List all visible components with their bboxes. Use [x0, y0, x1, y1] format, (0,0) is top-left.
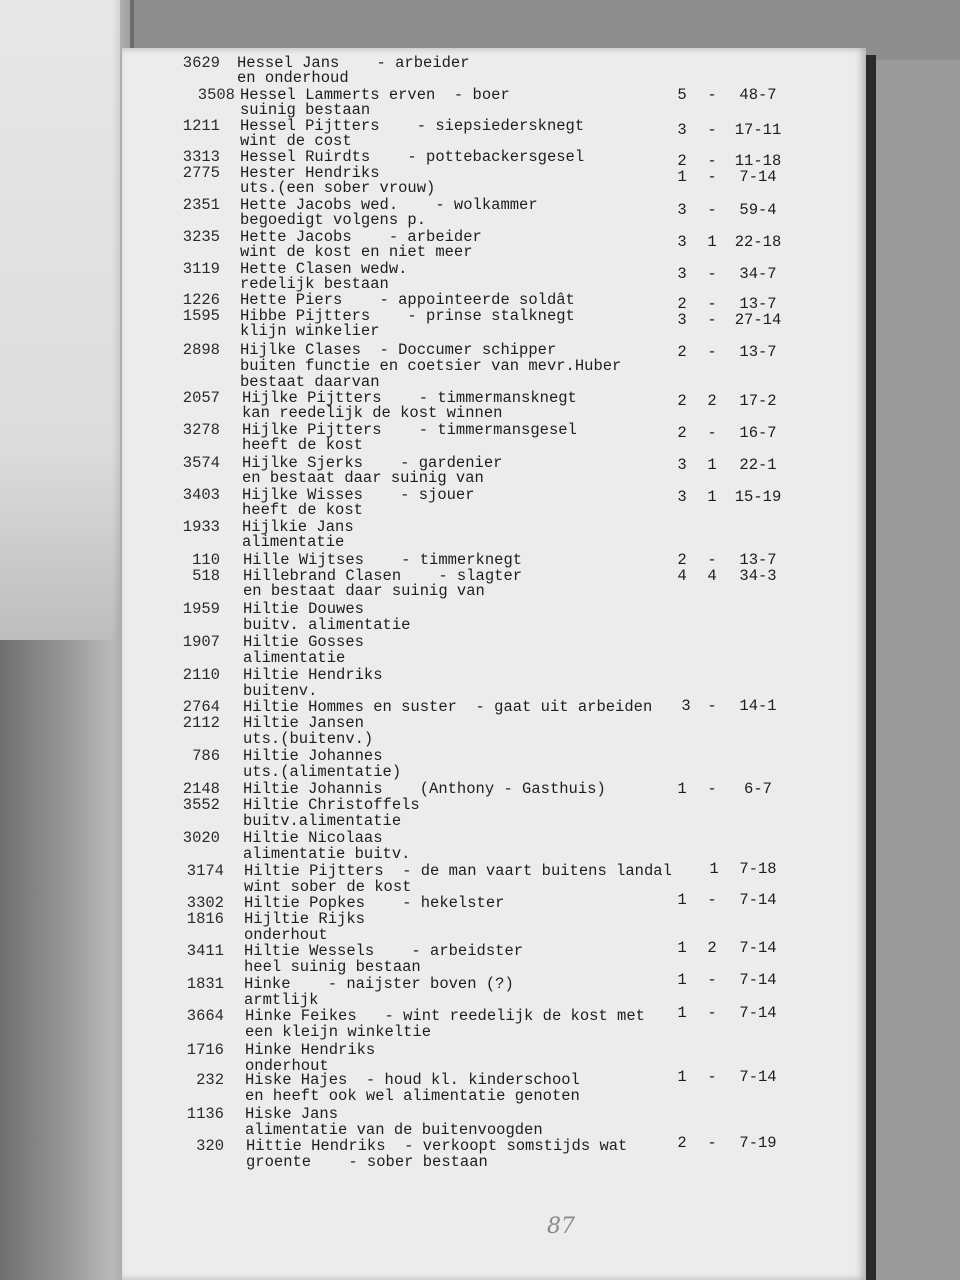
entry-col-3: 7-14	[739, 1004, 777, 1022]
entry-note: uts.(alimentatie)	[243, 763, 402, 781]
entry-note: wint sober de kost	[244, 878, 412, 896]
entry-name: Hijltie Rijks	[244, 910, 365, 928]
entry-col-1: 2	[677, 1134, 687, 1152]
entry-number: 3020	[182, 829, 220, 847]
entry-col-1: 3	[677, 121, 687, 139]
entry-number: 1907	[182, 633, 220, 651]
entry-name: Hessel Ruirdts - pottebackersgesel	[240, 148, 585, 166]
entry-col-1: 1	[677, 891, 687, 909]
entry-number: 1959	[182, 600, 220, 618]
entry-note: buitv. alimentatie	[243, 616, 411, 634]
entry-name: Hinke Feikes - wint reedelijk de kost met	[245, 1007, 645, 1025]
entry-name: Hette Jacobs wed. - wolkammer	[240, 196, 538, 214]
entry-note: heel suinig bestaan	[244, 958, 421, 976]
entry-note: alimentatie	[242, 533, 345, 551]
entry-note: buitenv.	[243, 682, 318, 700]
entry-number: 3574	[182, 454, 220, 472]
entry-col-2: -	[707, 697, 717, 715]
entry-number: 2112	[182, 714, 220, 732]
entry-col-3: 7-14	[739, 971, 777, 989]
entry-col-3: 34-3	[739, 567, 777, 585]
entry-col-2: -	[707, 152, 717, 170]
entry-col-3: 17-11	[734, 121, 782, 139]
entry-number: 3235	[182, 228, 220, 246]
entry-note: groente - sober bestaan	[246, 1153, 488, 1171]
entry-col-3: 7-14	[739, 891, 777, 909]
entry-note: uts.(buitenv.)	[243, 730, 374, 748]
entry-note: en bestaat daar suinig van	[242, 469, 484, 487]
entry-note: onderhout	[245, 1057, 329, 1075]
entry-note: buitv.alimentatie	[243, 812, 402, 830]
entry-col-3: 34-7	[739, 265, 777, 283]
entry-note: en bestaat daar suinig van	[243, 582, 485, 600]
entry-number: 1716	[186, 1041, 224, 1059]
entry-number: 1831	[186, 975, 224, 993]
entry-number: 2775	[182, 164, 220, 182]
entry-note: kan reedelijk de kost winnen	[242, 404, 503, 422]
entry-name: Hiltie Douwes	[243, 600, 364, 618]
entry-col-3: 7-14	[739, 939, 777, 957]
entry-col-1: 3	[681, 697, 691, 715]
entry-col-1: 1	[677, 1068, 687, 1086]
entry-number: 3119	[182, 260, 220, 278]
entry-col-2: -	[707, 295, 717, 313]
entry-col-1: 1	[677, 168, 687, 186]
entry-number: 232	[196, 1071, 224, 1089]
entry-number: 518	[192, 567, 220, 585]
entry-name: Hiltie Jansen	[243, 714, 364, 732]
entry-number: 2057	[182, 389, 220, 407]
entry-col-2: -	[707, 1004, 717, 1022]
entry-col-2: 4	[707, 567, 717, 585]
entry-name: Hiske Hajes - houd kl. kinderschool	[245, 1071, 580, 1089]
entry-name: Hijlke Clases - Doccumer schipper	[240, 341, 557, 359]
entry-col-3: 11-18	[734, 152, 782, 170]
entry-col-3: 14-1	[739, 697, 777, 715]
entry-note-2: bestaat daarvan	[240, 373, 380, 391]
entry-col-2: -	[707, 1134, 717, 1152]
entry-col-3: 7-18	[739, 860, 777, 878]
entry-number: 2110	[182, 666, 220, 684]
entry-number: 2351	[182, 196, 220, 214]
page-number: 87	[547, 1214, 575, 1239]
entry-name: Hibbe Pijtters - prinse stalknegt	[240, 307, 575, 325]
entry-number: 3403	[182, 486, 220, 504]
entry-name: Hiltie Hendriks	[243, 666, 383, 684]
entry-col-1: 3	[677, 233, 687, 251]
entry-number: 3664	[186, 1007, 224, 1025]
entry-note: begoedigt volgens p.	[240, 211, 427, 229]
entry-col-2: -	[707, 265, 717, 283]
entry-number: 1136	[186, 1105, 224, 1123]
entry-number: 1595	[182, 307, 220, 325]
entry-col-1: 5	[677, 86, 687, 104]
entry-col-1: 3	[677, 265, 687, 283]
entry-note: alimentatie buitv.	[243, 845, 411, 863]
entry-number: 3411	[186, 942, 224, 960]
entry-number: 2764	[182, 698, 220, 716]
entry-col-1: 2	[677, 392, 687, 410]
entry-col-3: 48-7	[739, 86, 777, 104]
entry-number: 3278	[182, 421, 220, 439]
entry-col-2: 1	[707, 488, 717, 506]
entry-col-1: 4	[677, 567, 687, 585]
entry-col-3: 16-7	[739, 424, 777, 442]
entry-name: Hijlke Pijtters - timmermansknegt	[242, 389, 577, 407]
entry-name: Hette Piers - appointeerde soldât	[240, 291, 575, 309]
entry-number: 3629	[182, 54, 220, 72]
entry-number: 1226	[182, 291, 220, 309]
entry-name: Hessel Jans - arbeider	[237, 54, 470, 72]
entry-col-3: 15-19	[734, 488, 782, 506]
entry-note: en onderhoud	[237, 69, 349, 87]
entry-col-1: 3	[677, 488, 687, 506]
entry-col-2: -	[707, 121, 717, 139]
entry-note: en heeft ook wel alimentatie genoten	[245, 1087, 580, 1105]
entry-name: Hinke Hendriks	[245, 1041, 376, 1059]
entry-col-2: -	[707, 424, 717, 442]
entry-col-1: 1	[677, 780, 687, 798]
entry-note: suinig bestaan	[240, 101, 371, 119]
entry-note: een kleijn winkeltie	[245, 1023, 432, 1041]
entry-col-2: -	[707, 201, 717, 219]
entry-name: Hiltie Gosses	[243, 633, 364, 651]
entry-col-1: 3	[677, 201, 687, 219]
entry-col-3: 59-4	[739, 201, 777, 219]
entry-col-3: 7-19	[739, 1134, 777, 1152]
entry-col-2: 2	[707, 392, 717, 410]
entry-name: Hille Wijtses - timmerknegt	[243, 551, 523, 569]
entry-name: Hiltie Nicolaas	[243, 829, 383, 847]
entry-col-2: -	[707, 1068, 717, 1086]
entry-name: Hijlkie Jans	[242, 518, 354, 536]
entry-name: Hiltie Christoffels	[243, 796, 420, 814]
entry-col-3: 22-18	[734, 233, 782, 251]
entry-name: Hijlke Sjerks - gardenier	[242, 454, 503, 472]
entry-number: 3313	[182, 148, 220, 166]
entry-col-2: -	[707, 780, 717, 798]
entry-col-1: 1	[677, 1004, 687, 1022]
entry-note: wint de kost en niet meer	[240, 243, 473, 261]
entry-name: Hiltie Wessels - arbeidster	[244, 942, 524, 960]
entry-col-2: -	[707, 311, 717, 329]
entry-col-1: 2	[677, 343, 687, 361]
entry-number: 110	[192, 551, 220, 569]
entry-name: Hiltie Pijtters - de man vaart buitens landal	[244, 862, 672, 880]
entry-note: heeft de kost	[242, 501, 363, 519]
entry-col-3: 27-14	[734, 311, 782, 329]
entry-number: 3552	[182, 796, 220, 814]
entry-col-2: 2	[707, 939, 717, 957]
entry-col-3: 7-14	[739, 1068, 777, 1086]
entry-name: Hester Hendriks	[240, 164, 380, 182]
entry-name: Hessel Pijtters - siepsiedersknegt	[240, 117, 585, 135]
entry-col-1: 2	[677, 295, 687, 313]
entry-number: 1933	[182, 518, 220, 536]
entry-note: wint de cost	[240, 132, 352, 150]
entry-number: 3174	[186, 862, 224, 880]
entry-col-3: 17-2	[739, 392, 777, 410]
entry-name: Hessel Lammerts erven - boer	[240, 86, 510, 104]
entry-col-1: 1	[677, 939, 687, 957]
entry-col-3: 13-7	[739, 295, 777, 313]
entry-col-3: 13-7	[739, 551, 777, 569]
entry-number: 3302	[186, 894, 224, 912]
entry-name: Hiltie Johannes	[243, 747, 383, 765]
entry-col-2: 1	[707, 233, 717, 251]
entry-number: 2898	[182, 341, 220, 359]
entry-name: Hillebrand Clasen - slagter	[243, 567, 523, 585]
entry-col-1: 1	[677, 971, 687, 989]
entry-name: Hittie Hendriks - verkoopt somstijds wat	[246, 1137, 628, 1155]
entry-name: Hiske Jans	[245, 1105, 339, 1123]
entry-name: Hijlke Wisses - sjouer	[242, 486, 475, 504]
entry-name: Hiltie Popkes - hekelster	[244, 894, 505, 912]
entry-note: onderhout	[244, 926, 328, 944]
entry-col-2: -	[707, 971, 717, 989]
entry-col-2: 1	[709, 860, 719, 878]
entry-name: Hiltie Hommes en suster - gaat uit arbeiden	[243, 698, 653, 716]
entry-number: 786	[192, 747, 220, 765]
entry-col-3: 6-7	[744, 780, 772, 798]
entry-col-3: 7-14	[739, 168, 777, 186]
entry-note: klijn winkelier	[240, 322, 380, 340]
entry-note: alimentatie van de buitenvoogden	[245, 1121, 543, 1139]
entry-note: redelijk bestaan	[240, 275, 389, 293]
entry-name: Hette Jacobs - arbeider	[240, 228, 482, 246]
entry-col-2: -	[707, 891, 717, 909]
entry-col-2: -	[707, 86, 717, 104]
entry-col-2: -	[707, 168, 717, 186]
entry-note: buiten functie en coetsier van mevr.Huber	[240, 357, 622, 375]
entry-note: heeft de kost	[242, 436, 363, 454]
entry-col-1: 3	[677, 456, 687, 474]
entry-col-2: 1	[707, 456, 717, 474]
entry-col-1: 2	[677, 424, 687, 442]
entry-number: 3508	[197, 86, 235, 104]
entry-name: Hijlke Pijtters - timmermansgesel	[242, 421, 577, 439]
entry-number: 1211	[182, 117, 220, 135]
entry-note: armtlijk	[244, 991, 319, 1009]
entry-name: Hette Clasen wedw.	[240, 260, 408, 278]
entry-number: 2148	[182, 780, 220, 798]
entry-col-1: 2	[677, 551, 687, 569]
entry-col-3: 13-7	[739, 343, 777, 361]
entry-col-1: 2	[677, 152, 687, 170]
entry-col-2: -	[707, 551, 717, 569]
entry-note: uts.(een sober vrouw)	[240, 179, 436, 197]
entry-number: 1816	[186, 910, 224, 928]
entry-name: Hiltie Johannis (Anthony - Gasthuis)	[243, 780, 606, 798]
entry-note: alimentatie	[243, 649, 346, 667]
entry-col-1: 3	[677, 311, 687, 329]
entry-col-2: -	[707, 343, 717, 361]
entry-name: Hinke - naijster boven (?)	[244, 975, 514, 993]
entry-col-3: 22-1	[739, 456, 777, 474]
entry-number: 320	[196, 1137, 224, 1155]
